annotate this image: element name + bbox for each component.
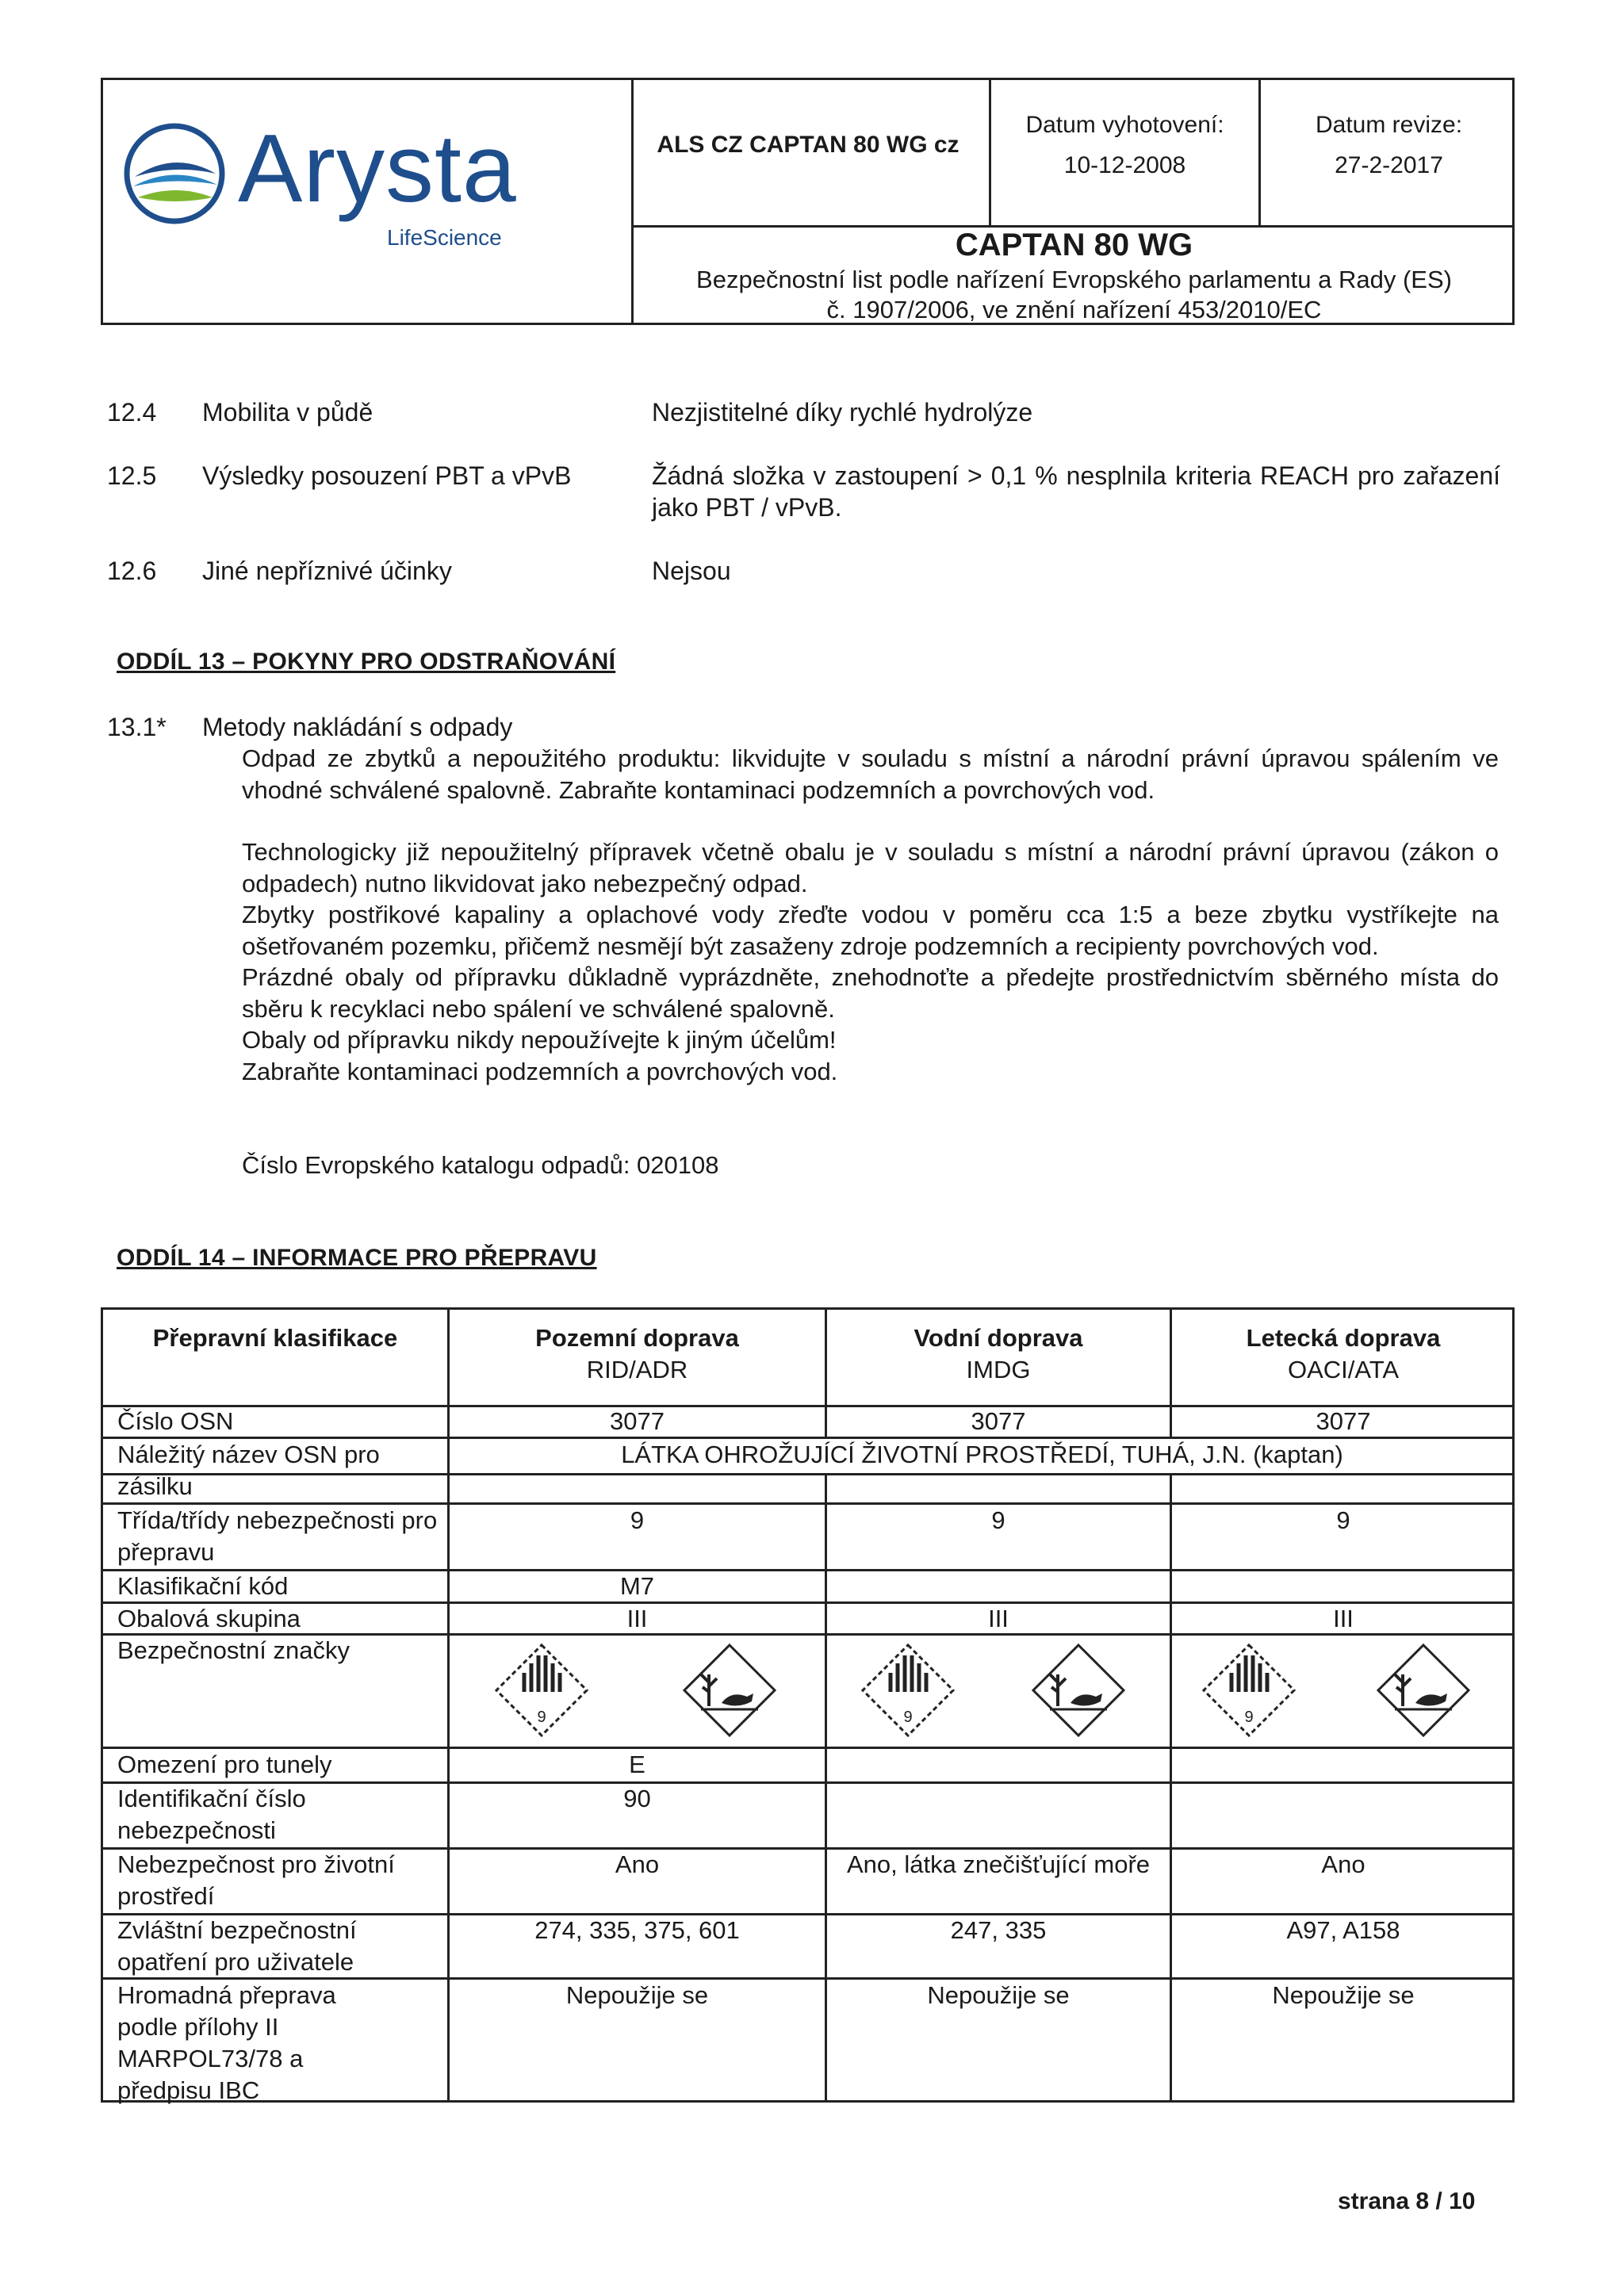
env-sea: Ano, látka znečišťující moře <box>846 1850 1151 1878</box>
env-air: Ano <box>1321 1850 1365 1878</box>
row-label-code: Klasifikační kód <box>117 1572 289 1600</box>
hazard-id-road: 90 <box>623 1785 651 1812</box>
section-13-title: ODDÍL 13 – POKYNY PRO ODSTRAŇOVÁNÍ <box>117 649 616 675</box>
bulk-sea: Nepoužije se <box>927 1981 1070 2009</box>
item-number: 13.1* <box>107 713 167 741</box>
revision-date-label: Datum revize: <box>1315 112 1463 138</box>
un-sea: 3077 <box>971 1407 1026 1435</box>
row-label-special: Zvláštní bezpečnostní opatření pro uživatele <box>117 1916 357 1976</box>
waste-text: Technologicky již nepoužitelný přípravek včetně obalu je v souladu s místní a národní právní úpravou (zákon o odpadech) nutno likvidovat jako nebezpečný odpad. <box>242 838 1499 897</box>
special-sea: 247, 335 <box>950 1916 1047 1944</box>
created-date-value: 10-12-2008 <box>1063 152 1186 178</box>
un-air: 3077 <box>1316 1407 1371 1435</box>
environment-hazard-icon <box>1031 1643 1126 1738</box>
bulk-air: Nepoužije se <box>1272 1981 1415 2009</box>
waste-catalogue-text: Číslo Evropského katalogu odpadů: 020108 <box>242 1151 719 1179</box>
document-code: ALS CZ CAPTAN 80 WG cz <box>657 132 959 158</box>
section-14-title: ODDÍL 14 – INFORMACE PRO PŘEPRAVU <box>117 1245 597 1271</box>
tunnel-road: E <box>629 1751 645 1778</box>
shipping-name-value: LÁTKA OHROŽUJÍCÍ ŽIVOTNÍ PROSTŘEDÍ, TUHÁ, J.N. (kaptan) <box>621 1441 1343 1468</box>
row-label-class: Třída/třídy nebezpečnosti pro přepravu <box>117 1506 438 1566</box>
item-value: Žádná složka v zastoupení > 0,1 % nesplnila kriteria REACH pro zařazení jako PBT / vPvB. <box>652 461 1500 522</box>
arysta-globe-icon <box>119 118 230 229</box>
waste-text: Odpad ze zbytků a nepoužitého produktu: likvidujte v souladu s místní a národní právní úpravou spálením ve vhodné schválené spalovně. Zabraňte kontaminaci podzemních a povrchových vod. <box>242 744 1499 804</box>
waste-catalogue <box>242 1150 1499 1181</box>
document-header <box>101 78 1515 325</box>
class-9-hazard-icon <box>494 1643 589 1738</box>
row-label-hazard-id: Identifikační číslo nebezpečnosti <box>117 1785 306 1844</box>
un-road: 3077 <box>610 1407 665 1435</box>
row-label-shipping-name: Náležitý název OSN pro zásilku <box>117 1441 380 1500</box>
waste-text: Obaly od přípravku nikdy nepoužívejte k jiným účelům! <box>242 1026 837 1054</box>
page-number: strana 8 / 10 <box>1338 2188 1476 2214</box>
regulation-line-1: Bezpečnostní list podle nařízení Evropského parlamentu a Rady (ES) <box>696 266 1452 293</box>
svg-text:9: 9 <box>1244 1709 1254 1726</box>
packing-air: III <box>1333 1605 1354 1632</box>
transport-table <box>101 1307 1515 2103</box>
svg-text:9: 9 <box>903 1709 913 1726</box>
waste-paragraph <box>242 743 1499 806</box>
row-label-environment: Nebezpečnost pro životní prostředí <box>117 1850 395 1910</box>
item-number: 12.5 <box>107 461 157 490</box>
logo-wordmark: Arysta <box>238 114 517 222</box>
col-header-air: Letecká doprava <box>1246 1324 1441 1352</box>
company-logo <box>119 112 626 294</box>
special-air: A97, A158 <box>1286 1916 1400 1944</box>
environment-hazard-icon <box>682 1643 777 1738</box>
regulation-line-2: č. 1907/2006, ve znění nařízení 453/2010/EC <box>826 296 1322 323</box>
col-header-air-sub: OACI/ATA <box>1287 1356 1400 1383</box>
item-number: 12.6 <box>107 557 157 585</box>
item-number: 12.4 <box>107 398 157 427</box>
class-air: 9 <box>1336 1506 1350 1534</box>
logo-subtitle: LifeScience <box>387 225 502 250</box>
bulk-road: Nepoužije se <box>565 1981 709 2009</box>
row-label-bulk: Hromadná přeprava podle přílohy II MARPOL73/78 a předpisu IBC <box>117 1981 336 2104</box>
item-value: Nezjistitelné díky rychlé hydrolýze <box>652 398 1033 427</box>
row-label-signs: Bezpečnostní značky <box>117 1636 350 1664</box>
waste-text: Prázdné obaly od přípravku důkladně vyprázdněte, znehodnoťte a předejte prostřednictvím sběrného místa do sběru k recyklaci nebo spálení ve schválené spalovně. <box>242 963 1499 1023</box>
col-header-classification: Přepravní klasifikace <box>152 1324 398 1352</box>
packing-road: III <box>626 1605 648 1632</box>
environment-hazard-icon <box>1376 1643 1471 1738</box>
env-road: Ano <box>615 1850 660 1878</box>
revision-date-value: 27-2-2017 <box>1335 152 1443 178</box>
product-title: CAPTAN 80 WG <box>955 228 1193 262</box>
waste-paragraph <box>242 836 1499 1087</box>
row-label-packing: Obalová skupina <box>117 1605 301 1632</box>
item-label: Jiné nepříznivé účinky <box>202 557 452 585</box>
code-road: M7 <box>619 1572 655 1600</box>
item-value: Nejsou <box>652 557 731 585</box>
item-label: Mobilita v půdě <box>202 398 373 427</box>
col-header-road-sub: RID/ADR <box>586 1356 688 1383</box>
col-header-sea-sub: IMDG <box>966 1356 1031 1383</box>
packing-sea: III <box>988 1605 1009 1632</box>
class-9-hazard-icon <box>1201 1643 1297 1738</box>
row-label-un: Číslo OSN <box>117 1407 234 1435</box>
row-label-tunnel: Omezení pro tunely <box>117 1751 332 1778</box>
class-sea: 9 <box>991 1506 1005 1534</box>
waste-text: Zabraňte kontaminaci podzemních a povrchových vod. <box>242 1057 838 1085</box>
col-header-sea: Vodní doprava <box>914 1324 1083 1352</box>
class-9-hazard-icon <box>860 1643 956 1738</box>
special-road: 274, 335, 375, 601 <box>534 1916 740 1944</box>
item-label: Výsledky posouzení PBT a vPvB <box>202 461 572 490</box>
waste-text: Zbytky postřikové kapaliny a oplachové vody zřeďte vodou v poměru cca 1:5 a beze zbytku vystříkejte na ošetřovaném pozemku, přičemž nesmějí být zasaženy zdroje podzemních a recipienty povrchových vod. <box>242 901 1499 960</box>
col-header-road: Pozemní doprava <box>535 1324 739 1352</box>
created-date-label: Datum vyhotovení: <box>1025 112 1224 138</box>
svg-text:9: 9 <box>537 1709 546 1726</box>
class-road: 9 <box>630 1506 645 1534</box>
item-label: Metody nakládání s odpady <box>202 713 513 741</box>
